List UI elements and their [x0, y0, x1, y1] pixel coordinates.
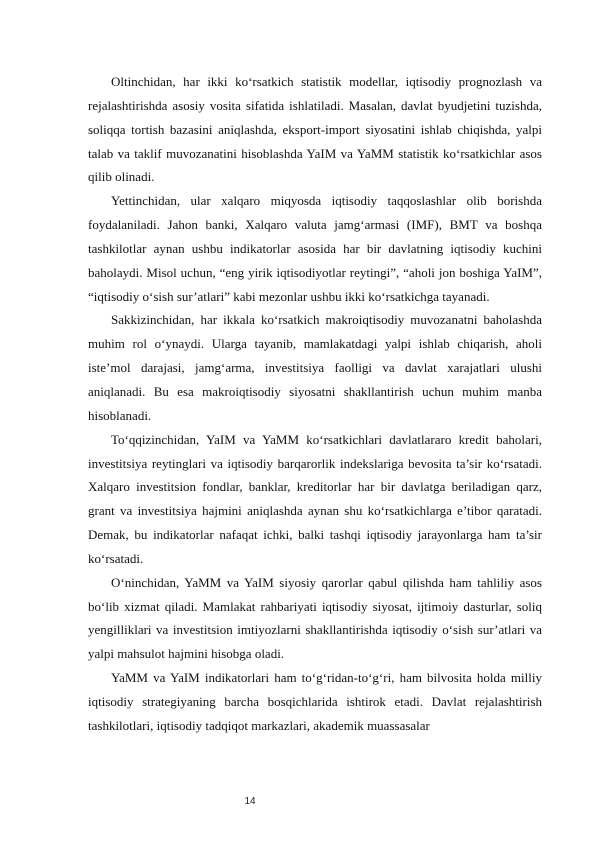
document-body [88, 70, 542, 738]
paragraph-tenth: O‘ninchidan, YaMM va YaIM siyosiy qarorlar qabul qilishda ham tahliliy asos bo‘lib xizmat qiladi. Mamlakat rahbariyati iqtisodiy siyosat, ijtimoiy dasturlar, soliq yengilliklari va investitsion imtiyozlarni shakllantirishda iqtisodiy o‘sish sur’atlari va yalpi mahsulot hajmini hisobga oladi. [88, 574, 542, 662]
paragraph-seventh: Yettinchidan, ular xalqaro miqyosda iqtisodiy taqqoslashlar olib borishda foydalaniladi. Jahon banki, Xalqaro valuta jamg‘armasi (IMF), BMT va boshqa tashkilotlar aynan ushbu indikatorlar asosida har bir davlatning iqtisodiy kuchini baholaydi. Misol uchun, “eng yirik iqtisodiyotlar reytingi”, “aholi jon boshiga YaIM”, “iqtisodiy o‘sish sur’atlari” kabi mezonlar ushbu ikki ko‘rsatkichga tayanadi. [88, 193, 542, 304]
paragraph-ninth: To‘qqizinchidan, YaIM va YaMM ko‘rsatkichlari davlatlararo kredit baholari, investitsiya reytinglari va iqtisodiy barqarorlik indekslariga bevosita ta’sir ko‘rsatadi. Xalqaro investitsion fondlar, banklar, kreditorlar har bir davlatga beriladigan qarz, grant va investitsiya hajmini aniqlashda aynan shu ko‘rsatkichlarga e’tibor qaratadi. Demak, bu indikatorlar nafaqat ichki, balki tashqi iqtisodiy jarayonlarga ham ta’sir ko‘rsatadi. [88, 431, 542, 566]
page-number: 14 [244, 796, 256, 807]
paragraph-eighth: Sakkizinchidan, har ikkala ko‘rsatkich makroiqtisodiy muvozanatni baholashda muhim rol o‘ynaydi. Ularga tayanib, mamlakatdagi yalpi ishlab chiqarish, aholi iste’mol darajasi, jamg‘arma, investitsiya faolligi va davlat xarajatlari ulushi aniqlanadi. Bu esa makroiqtisodiy siyosatni shakllantirish uchun muhim manba hisoblanadi. [88, 312, 542, 423]
paragraph-sixth: Oltinchidan, har ikki ko‘rsatkich statistik modellar, iqtisodiy prognozlash va rejalashtirishda asosiy vosita sifatida ishlatiladi. Masalan, davlat byudjetini tuzishda, soliqqa tortish bazasini aniqlashda, eksport-import siyosatini ishlab chiqishda, yalpi talab va taklif muvozanatini hisoblashda YaIM va YaMM statistik ko‘rsatkichlar asos qilib olinadi. [88, 74, 542, 185]
paragraph-strategy: YaMM va YaIM indikatorlari ham to‘g‘ridan-to‘g‘ri, ham bilvosita holda milliy iqtisodiy strategiyaning barcha bosqichlarida ishtirok etadi. Davlat rejalashtirish tashkilotlari, iqtisodiy tadqiqot markazlari, akademik muassasalar [88, 670, 542, 733]
